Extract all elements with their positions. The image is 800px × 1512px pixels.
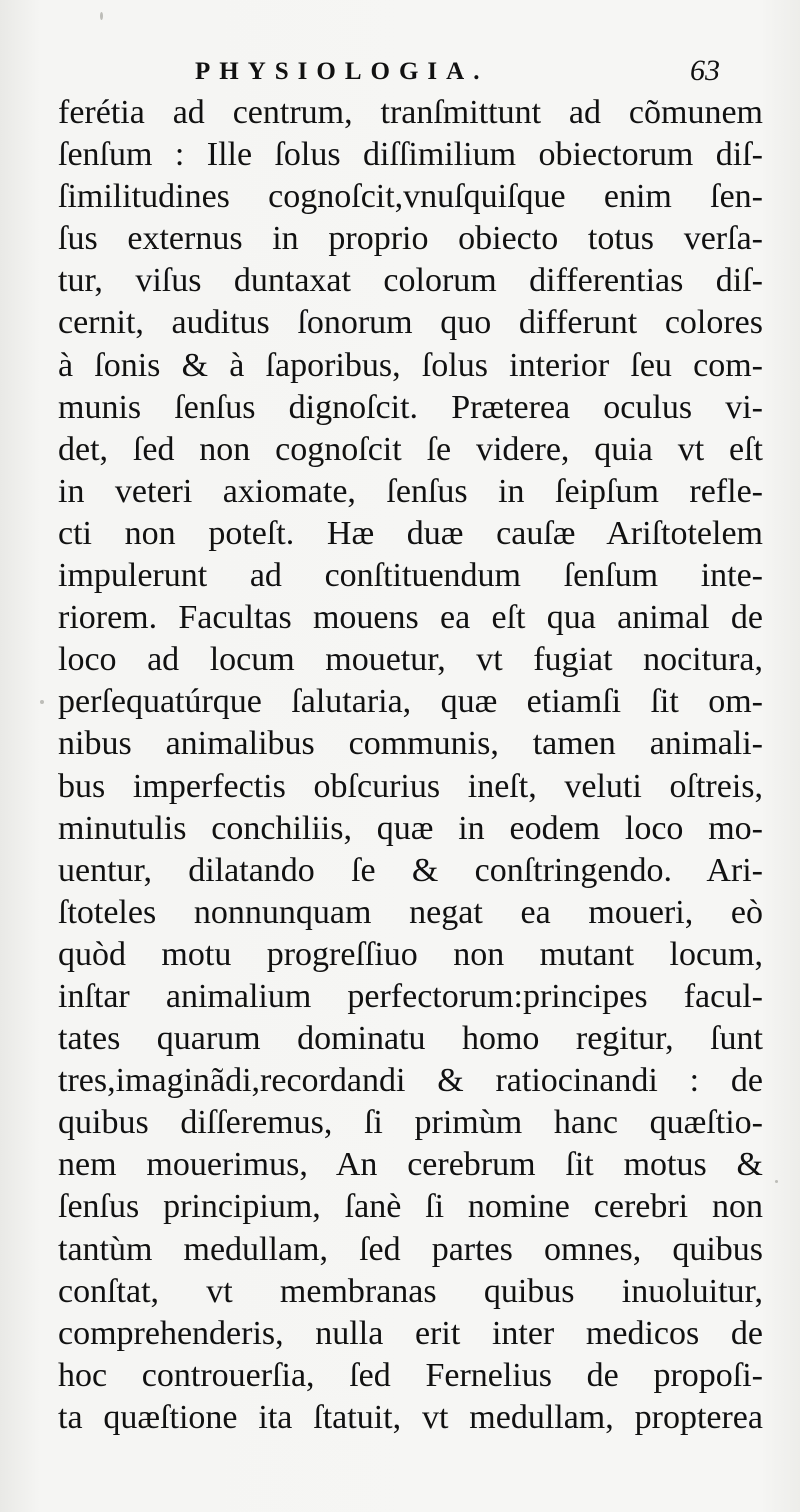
paper-speck [775,1180,778,1183]
text-line: munis ſenſus dignoſcit. Præterea oculus vi- [58,388,763,426]
text-line: ſimilitudines cognoſcit,vnuſquiſque enim ſen- [58,178,763,216]
page-header [0,50,800,90]
paper-speck [40,700,44,704]
page-number: 63 [690,54,720,87]
running-title: PHYSIOLOGIA. [195,58,489,85]
text-line: ſtoteles nonnunquam negat ea moueri, eò [58,893,763,931]
text-line: ſus externus in proprio obiecto totus verſa- [58,220,763,258]
text-line: in veteri axiomate, ſenſus in ſeipſum refle- [58,472,763,510]
text-line: tantùm medullam, ſed partes omnes, quibus [58,1230,763,1268]
text-line: loco ad locum mouetur, vt fugiat nocitura, [58,641,763,679]
text-line: inſtar animalium perfectorum:principes facul- [58,977,763,1015]
text-line: conſtat, vt membranas quibus inuoluitur, [58,1272,763,1310]
body-text [58,92,763,1439]
text-line: uentur, dilatando ſe & conſtringendo. Ari- [58,851,763,889]
text-line: hoc controuerſia, ſed Fernelius de propoſi- [58,1356,763,1394]
text-line: cti non poteſt. Hæ duæ cauſæ Ariſtotelem [58,514,763,552]
text-line: quòd motu progreſſiuo non mutant locum, [58,935,763,973]
text-line: ferétia ad centrum, tranſmittunt ad cõmunem [58,94,763,131]
text-line: det, ſed non cognoſcit ſe videre, quia vt eſt [58,430,763,468]
text-line: nibus animalibus communis, tamen animali- [58,725,763,763]
text-line: à ſonis & à ſaporibus, ſolus interior ſeu com- [58,346,763,384]
text-line: ſenſum : Ille ſolus diſſimilium obiectorum diſ- [58,136,763,174]
text-line: tres,imaginãdi,recordandi & ratiocinandi : de [58,1062,763,1100]
text-line: ta quæſtione ita ſtatuit, vt medullam, propterea [58,1398,763,1436]
text-line: tur, viſus duntaxat colorum differentias diſ- [58,262,763,300]
text-line: perſequatúrque ſalutaria, quæ etiamſi ſit om- [58,683,763,721]
text-line: cernit, auditus ſonorum quo differunt colores [58,304,763,342]
text-line: riorem. Facultas mouens ea eſt qua animal de [58,599,763,637]
text-line: minutulis conchiliis, quæ in eodem loco mo- [58,809,763,847]
text-line: ſenſus principium, ſanè ſi nomine cerebri non [58,1188,763,1226]
text-line: bus imperfectis obſcurius ineſt, veluti oſtreis, [58,767,763,805]
text-line: impulerunt ad conſtituendum ſenſum inte- [58,557,763,595]
paper-speck [100,12,103,20]
text-line: quibus diſſeremus, ſi primùm hanc quæſtio- [58,1104,763,1142]
text-line: tates quarum dominatu homo regitur, ſunt [58,1020,763,1058]
text-line: comprehenderis, nulla erit inter medicos de [58,1314,763,1352]
text-line: nem mouerimus, An cerebrum ſit motus & [58,1146,763,1184]
